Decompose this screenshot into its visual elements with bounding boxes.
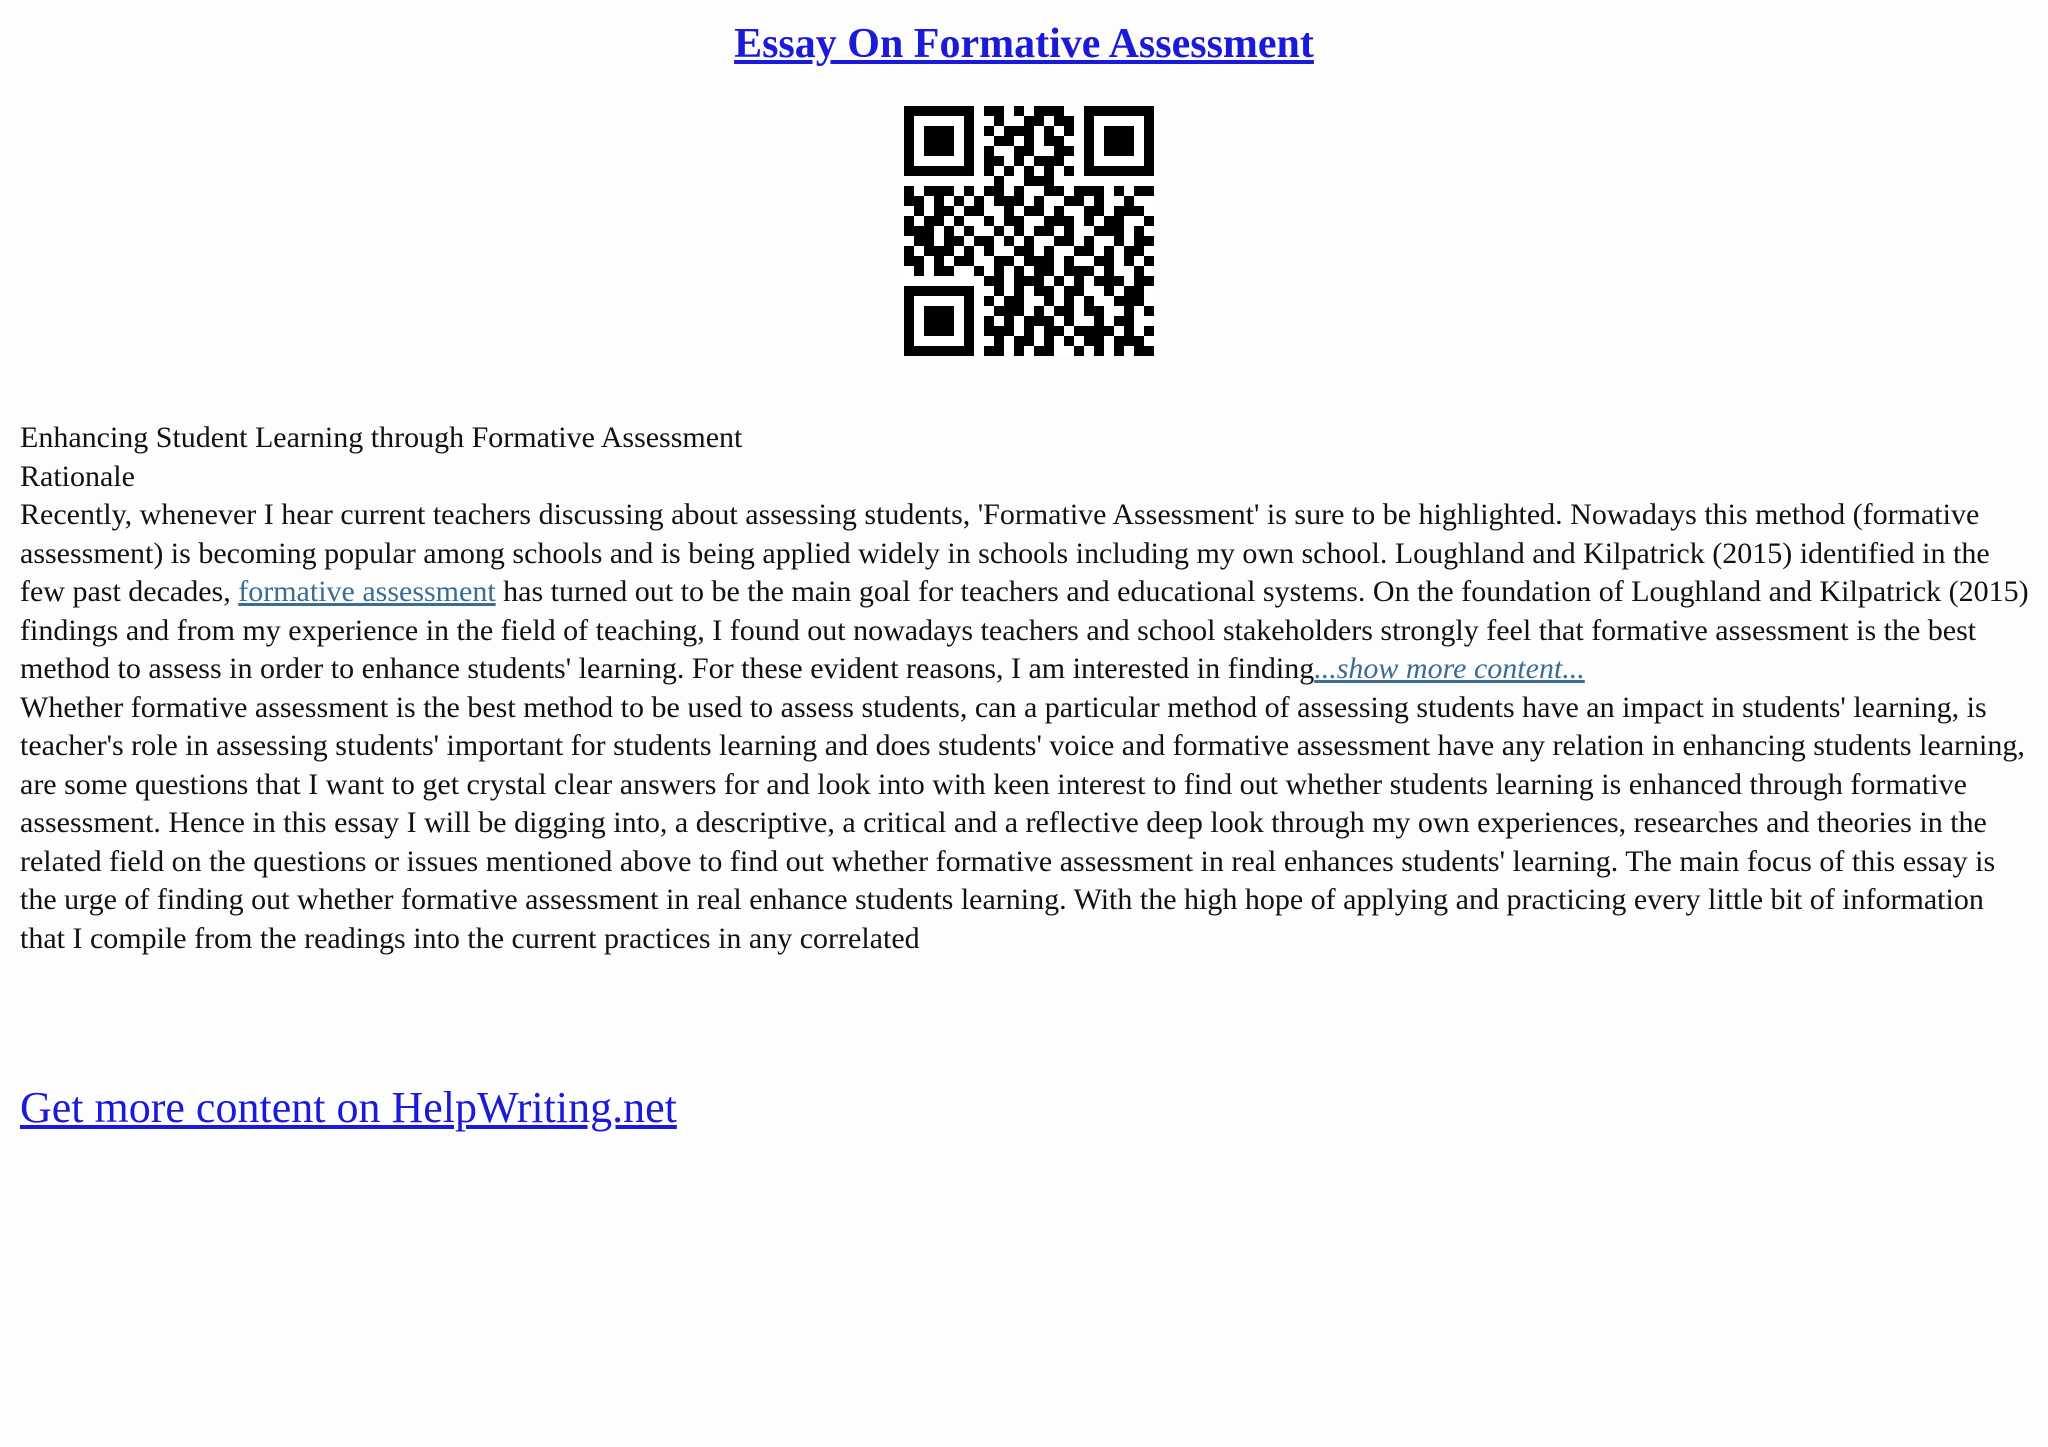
show-more-link[interactable]: ...show more content... bbox=[1314, 652, 1585, 685]
essay-content bbox=[20, 419, 2030, 958]
helpwriting-link[interactable]: Get more content on HelpWriting.net bbox=[20, 1083, 677, 1132]
essay-subheading: Rationale bbox=[20, 459, 135, 493]
paragraph-1-text-end: has turned out to be the main goal for teachers and educational systems. On the foundation of Loughland and Kilpatrick (2015) findings and from my experience in the field of teaching, I found out nowadays teachers and school stakeholders strongly feel that formative assessment is the best method to assess in order to enhance students' learning. For these evident reasons, I am interested in finding bbox=[20, 575, 2029, 685]
formative-assessment-link[interactable]: formative assessment bbox=[238, 575, 496, 608]
essay-paragraph-2: Whether formative assessment is the best method to be used to assess students, can a particular method of assessing students have an impact in students' learning, is teacher's role in assessing students' important for students learning and does students' voice and formative assessment have any relation in enhancing students learning, are some questions that I want to get crystal clear answers for and look into with keen interest to find out whether students learning is enhanced through formative assessment. Hence in this essay I will be digging into, a descriptive, a critical and a reflective deep look through my own experiences, researches and theories in the related field on the questions or issues mentioned above to find out whether formative assessment in real enhances students' learning. The main focus of this essay is the urge of finding out whether formative assessment in real enhance students learning. With the high hope of applying and practicing every little bit of information that I compile from the readings into the current practices in any correlated bbox=[20, 690, 2025, 955]
essay-heading: Enhancing Student Learning through Formative Assessment bbox=[20, 421, 743, 454]
title-link[interactable]: Essay On Formative Assessment bbox=[734, 21, 1314, 67]
document-title bbox=[0, 14, 2048, 74]
essay-paragraph-1 bbox=[20, 496, 2030, 689]
qr-code bbox=[904, 106, 1154, 356]
paragraph-1-text-start: Recently, whenever I hear current teachers discussing about assessing students, 'Formative Assessment' is sure to be highlighted. Nowadays this method (formative assessment) is becoming popular among schools and is being applied widely in schools including my own school. Loughland and Kilpatrick (2015) identified in the few past decades, bbox=[20, 498, 1990, 608]
